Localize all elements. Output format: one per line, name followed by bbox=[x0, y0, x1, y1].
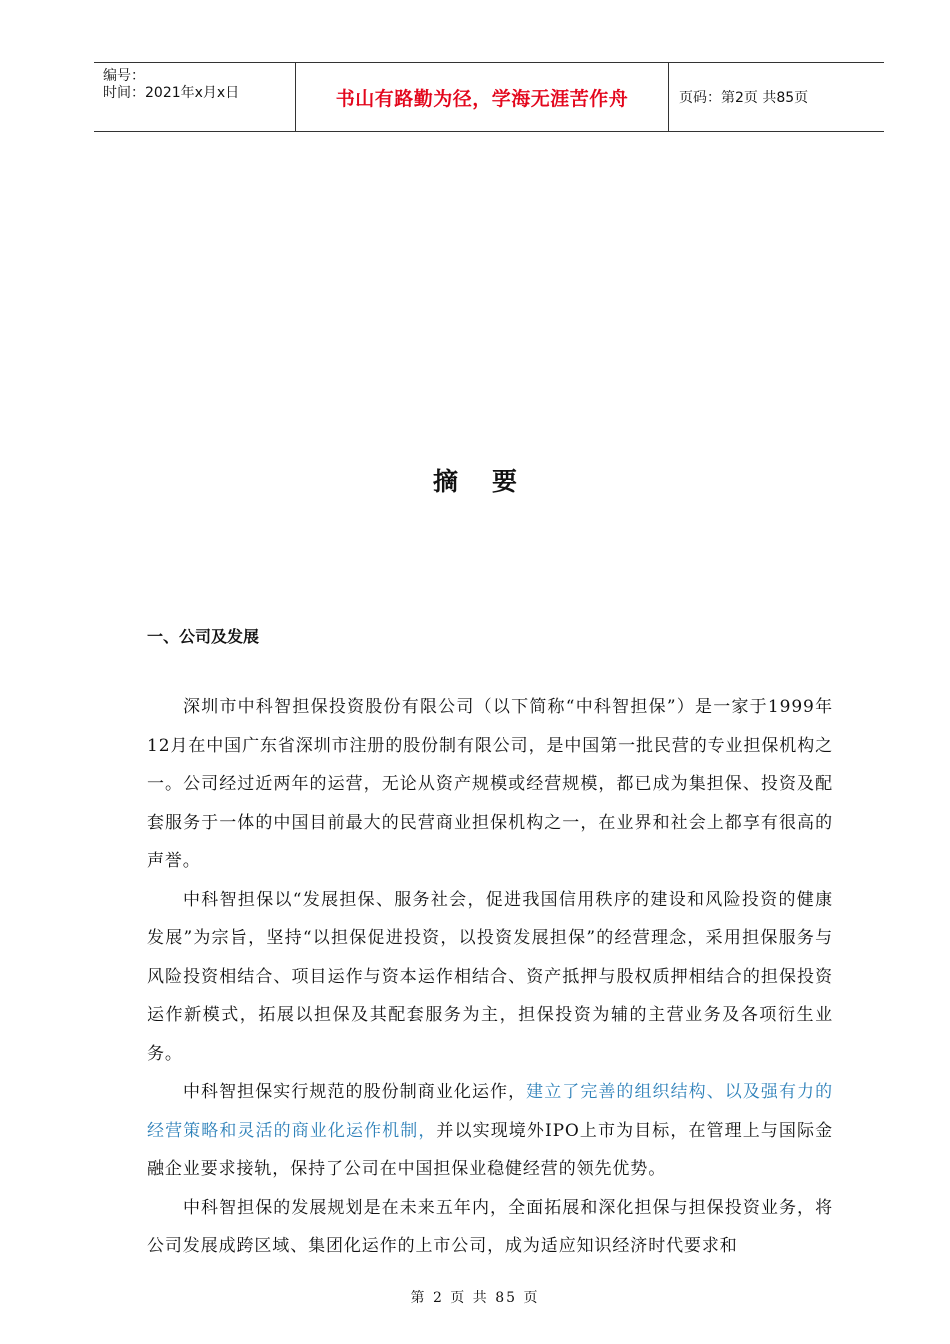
section-heading: 一、公司及发展 bbox=[147, 627, 260, 646]
paragraph-2: 中科智担保以“发展担保、服务社会，促进我国信用秩序的建设和风险投资的健康发展”为宗旨，坚持“以担保促进投资，以投资发展担保”的经营理念，采用担保服务与风险投资相结合、项目运作与资本运作相结合、资产抵押与股权质押相结合的担保投资运作新模式，拓展以担保及其配套服务为主，担保投资为辅的主营业务及各项衍生业务。 bbox=[147, 889, 833, 1064]
paragraph-3-lead: 中科智担保实行规范的股份制商业化运作， bbox=[183, 1082, 527, 1102]
header-motto: 书山有路勤为径，学海无涯苦作舟 bbox=[335, 87, 629, 110]
paragraph-4: 中科智担保的发展规划是在未来五年内，全面拓展和深化担保与担保投资业务，将公司发展成跨区域、集团化运作的上市公司，成为适应知识经济时代要求和 bbox=[147, 1197, 833, 1256]
paragraph-3-tail: 并以实现境外IPO上市为目标，在管理上与国际金融企业要求接轨，保持了公司在中国担保业稳健经营的领先优势。 bbox=[147, 1120, 833, 1179]
page-title: 摘要 bbox=[432, 467, 551, 496]
section-body bbox=[147, 688, 833, 1266]
page-header bbox=[94, 62, 884, 132]
paragraph-3 bbox=[147, 1073, 833, 1189]
page-footer: 第 2 页 共 85 页 bbox=[410, 1290, 540, 1306]
header-page-info: 页码：第2页 共85页 bbox=[679, 90, 809, 106]
header-page-cell bbox=[669, 63, 884, 131]
paragraph-1: 深圳市中科智担保投资股份有限公司（以下简称“中科智担保”）是一家于1999年12月在中国广东省深圳市注册的股份制有限公司，是中国第一批民营的专业担保机构之一。公司经过近两年的运营，无论从资产规模或经营规模，都已成为集担保、投资及配套服务于一体的中国目前最大的民营商业担保机构之一，在业界和社会上都享有很高的声誉。 bbox=[147, 697, 833, 871]
header-meta-cell bbox=[94, 63, 294, 131]
paragraph-3-highlight: 建立了完善的组织结构、以及强有力的经营策略和灵活的商业化运作机制， bbox=[147, 1082, 833, 1141]
header-motto-cell bbox=[295, 63, 669, 131]
document-number-label: 编号： bbox=[103, 68, 145, 84]
document-time-label: 时间：2021年x月x日 bbox=[103, 85, 240, 101]
